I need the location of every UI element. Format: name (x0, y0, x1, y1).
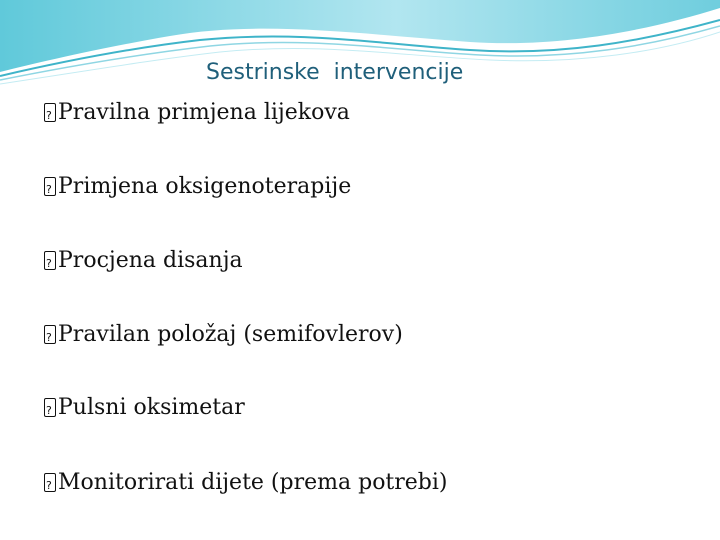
list-item-text: Monitorirati dijete (prema potrebi) (58, 470, 448, 495)
missing-glyph-bullet-icon (44, 473, 56, 492)
list-item (44, 468, 448, 498)
list-item (44, 393, 245, 423)
missing-glyph-bullet-icon (44, 398, 56, 417)
list-item-text: Primjena oksigenoterapije (58, 174, 352, 199)
missing-glyph-bullet-icon (44, 325, 56, 344)
list-item-text: Pulsni oksimetar (58, 395, 245, 420)
list-item (44, 246, 243, 276)
missing-glyph-bullet-icon (44, 251, 56, 270)
list-item-text: Procjena disanja (58, 248, 243, 273)
missing-glyph-bullet-icon (44, 103, 56, 122)
list-item-text: Pravilna primjena lijekova (58, 100, 350, 125)
missing-glyph-bullet-icon (44, 177, 56, 196)
list-item (44, 98, 350, 128)
list-item (44, 320, 403, 350)
list-item (44, 172, 351, 202)
list-item-text: Pravilan položaj (semifovlerov) (58, 322, 403, 347)
slide-title: Sestrinske intervencije (206, 60, 464, 85)
